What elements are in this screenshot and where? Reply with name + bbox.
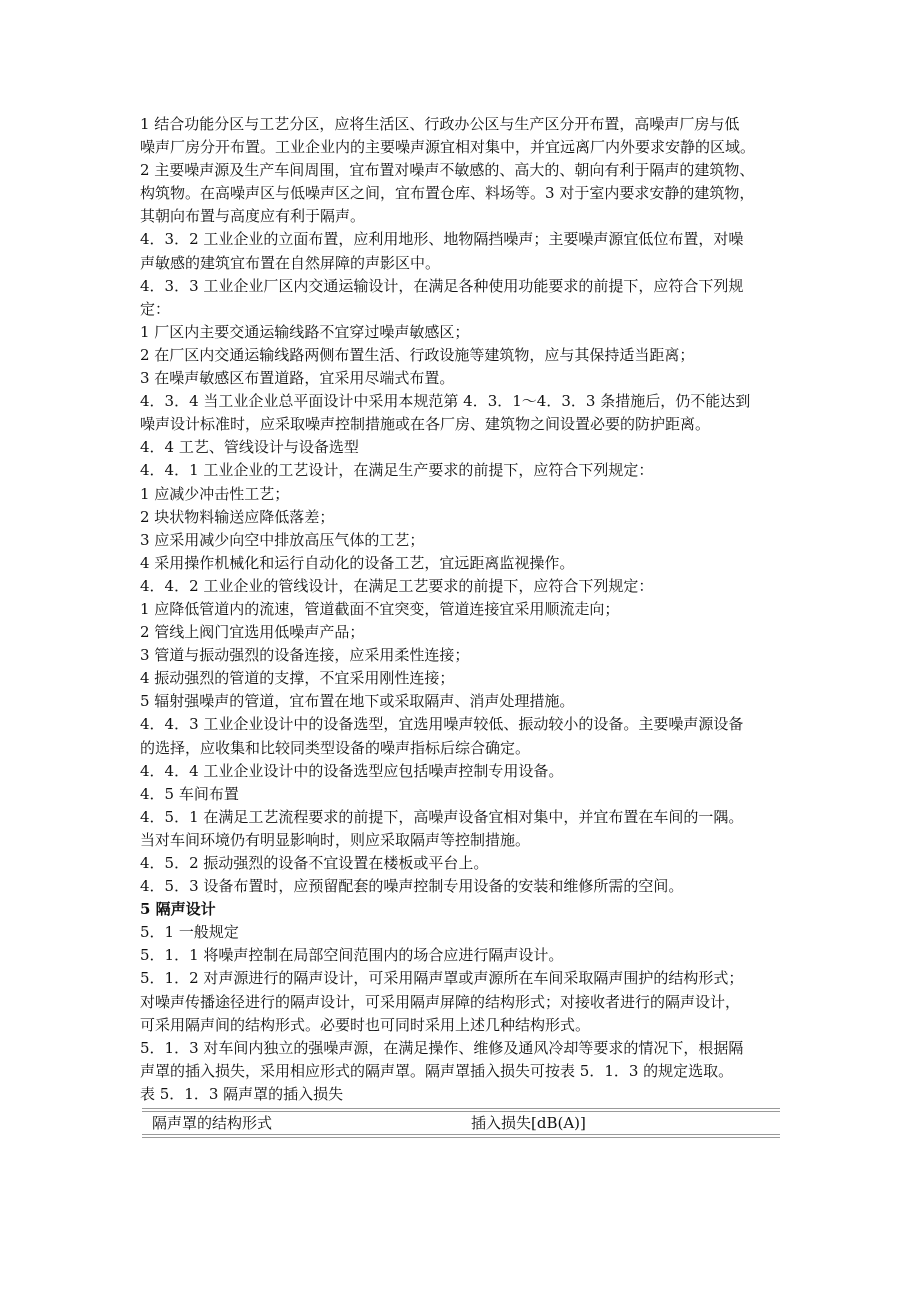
text-line: 5．1．1 将噪声控制在局部空间范围内的场合应进行隔声设计。	[140, 946, 564, 965]
text-line: 2 主要噪声源及生产车间周围，宜布置对噪声不敏感的、高大的、朝向有利于隔声的建筑物、	[140, 161, 755, 180]
text-line: 噪声厂房分开布置。工业企业内的主要噪声源宜相对集中，并宜远离厂内外要求安静的区域。	[140, 138, 756, 157]
text-line: 4 振动强烈的管道的支撑，不宜采用刚性连接；	[140, 669, 455, 688]
table-header-structure: 隔声罩的结构形式	[152, 1114, 273, 1133]
section-heading: 4．5 车间布置	[140, 784, 239, 803]
text-line: 4．5．1 在满足工艺流程要求的前提下，高噪声设备宜相对集中，并宜布置在车间的一隅。	[140, 807, 744, 826]
text-line: 噪声设计标准时，应采取噪声控制措施或在各厂房、建筑物之间设置必要的防护距离。	[140, 415, 711, 434]
text-line: 当对车间环境仍有明显影响时，则应采取隔声等控制措施。	[140, 830, 531, 849]
text-line: 声罩的插入损失，采用相应形式的隔声罩。隔声罩插入损失可按表 5．1．3 的规定选取。	[140, 1061, 734, 1080]
chapter-heading: 5 隔声设计	[140, 900, 216, 919]
text-line: 4．4．4 工业企业设计中的设备选型应包括噪声控制专用设备。	[140, 761, 564, 780]
text-line: 4．4．1 工业企业的工艺设计，在满足生产要求的前提下，应符合下列规定：	[140, 461, 654, 480]
document-page	[140, 113, 785, 1136]
text-line: 5．1．3 对车间内独立的强噪声源，在满足操作、维修及通风冷却等要求的情况下，根据隔	[140, 1038, 744, 1057]
text-line: 2 管线上阀门宜选用低噪声产品；	[140, 623, 365, 642]
table-caption: 表 5．1．3 隔声罩的插入损失	[140, 1084, 344, 1103]
table-rule	[142, 1134, 780, 1135]
text-line: 构筑物。在高噪声区与低噪声区之间，宜布置仓库、料场等。3 对于室内要求安静的建筑物，	[140, 184, 755, 203]
text-line: 1 结合功能分区与工艺分区，应将生活区、行政办公区与生产区分开布置，高噪声厂房与低	[140, 115, 740, 133]
text-line: 2 在厂区内交通运输线路两侧布置生活、行政设施等建筑物，应与其保持适当距离；	[140, 345, 695, 364]
text-line: 声敏感的建筑宜布置在自然屏障的声影区中。	[140, 253, 441, 272]
table-header-insertion-loss: 插入损失[dB(A)]	[471, 1114, 586, 1133]
text-line: 的选择，应收集和比较同类型设备的噪声指标后综合确定。	[140, 738, 531, 757]
section-heading: 4．4 工艺、管线设计与设备选型	[140, 438, 359, 457]
table-rule	[142, 1137, 780, 1138]
text-line: 3 管道与振动强烈的设备连接，应采用柔性连接；	[140, 646, 470, 665]
section-heading: 5．1 一般规定	[140, 923, 239, 942]
text-line: 其朝向布置与高度应有利于隔声。	[140, 207, 366, 226]
text-line: 4．5．3 设备布置时，应预留配套的噪声控制专用设备的安装和维修所需的空间。	[140, 877, 684, 896]
text-line: 4．3．3 工业企业厂区内交通运输设计，在满足各种使用功能要求的前提下，应符合下列规	[140, 276, 744, 295]
text-line: 5．1．2 对声源进行的隔声设计，可采用隔声罩或声源所在车间采取隔声围护的结构形式；	[140, 969, 744, 988]
text-line: 可采用隔声间的结构形式。必要时也可同时采用上述几种结构形式。	[140, 1015, 591, 1034]
text-line: 定：	[140, 299, 171, 318]
insertion-loss-table	[142, 1108, 780, 1136]
text-line: 3 应采用减少向空中排放高压气体的工艺；	[140, 530, 425, 549]
text-line: 4．4．3 工业企业设计中的设备选型，宜选用噪声较低、振动较小的设备。主要噪声源设备	[140, 715, 744, 734]
text-line: 4．3．4 当工业企业总平面设计中采用本规范第 4．3．1～4．3．3 条措施后，仍不能达到	[140, 392, 751, 411]
text-line: 1 应减少冲击性工艺；	[140, 484, 290, 503]
text-line: 4 采用操作机械化和运行自动化的设备工艺，宜远距离监视操作。	[140, 553, 575, 572]
text-line: 4．4．2 工业企业的管线设计，在满足工艺要求的前提下，应符合下列规定：	[140, 576, 654, 595]
table-rule	[142, 1108, 780, 1109]
text-line: 1 应降低管道内的流速，管道截面不宜突变，管道连接宜采用顺流走向；	[140, 599, 620, 618]
text-line: 对噪声传播途径进行的隔声设计，可采用隔声屏障的结构形式；对接收者进行的隔声设计，	[140, 992, 741, 1011]
text-line: 4．3．2 工业企业的立面布置，应利用地形、地物隔挡噪声；主要噪声源宜低位布置，对噪	[140, 230, 744, 249]
text-line: 5 辐射强噪声的管道，宜布置在地下或采取隔声、消声处理措施。	[140, 692, 575, 711]
text-line: 1 厂区内主要交通运输线路不宜穿过噪声敏感区；	[140, 322, 470, 341]
text-line: 4．5．2 振动强烈的设备不宜设置在楼板或平台上。	[140, 854, 489, 872]
text-line: 2 块状物料输送应降低落差；	[140, 507, 335, 526]
text-line: 3 在噪声敏感区布置道路，宜采用尽端式布置。	[140, 369, 455, 388]
